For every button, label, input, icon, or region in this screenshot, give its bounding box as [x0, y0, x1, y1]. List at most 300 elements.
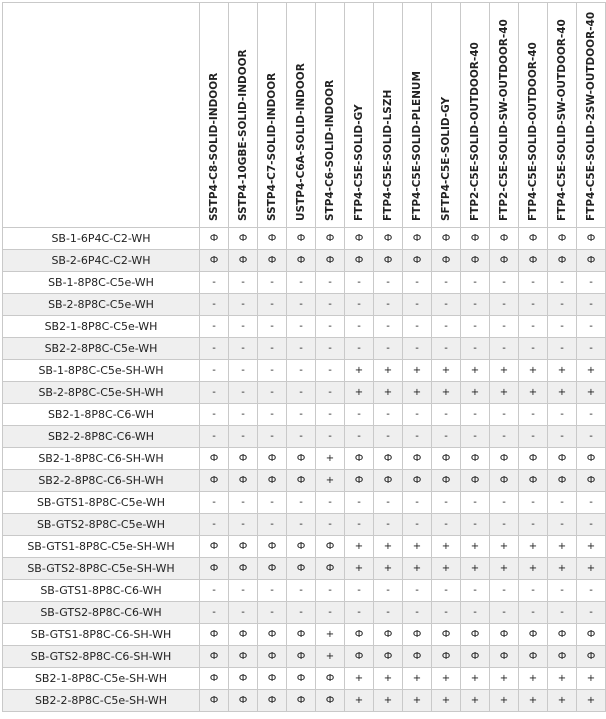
compatibility-cell: -	[200, 294, 229, 316]
compatibility-cell: -	[403, 492, 432, 514]
compatibility-cell: Ф	[316, 668, 345, 690]
table-row	[3, 250, 606, 272]
compatibility-cell: -	[548, 404, 577, 426]
compatibility-cell: Ф	[229, 228, 258, 250]
compatibility-cell: -	[258, 580, 287, 602]
compatibility-cell: +	[316, 646, 345, 668]
row-label: SB-GTS2-8P8C-C6-SH-WH	[3, 646, 200, 668]
table-row	[3, 646, 606, 668]
compatibility-cell: +	[316, 470, 345, 492]
compatibility-cell: -	[258, 382, 287, 404]
row-label: SB-2-6P4C-C2-WH	[3, 250, 200, 272]
compatibility-cell: -	[345, 338, 374, 360]
compatibility-cell: Ф	[258, 228, 287, 250]
compatibility-cell: -	[461, 514, 490, 536]
table-row	[3, 470, 606, 492]
compatibility-cell: -	[403, 426, 432, 448]
row-label: SB2-1-8P8C-C5e-WH	[3, 316, 200, 338]
compatibility-cell: -	[258, 272, 287, 294]
compatibility-cell: Ф	[258, 536, 287, 558]
row-label: SB-GTS1-8P8C-C5e-WH	[3, 492, 200, 514]
compatibility-cell: +	[432, 690, 461, 712]
compatibility-cell: Ф	[432, 250, 461, 272]
compatibility-cell: +	[577, 382, 606, 404]
compatibility-cell: -	[316, 316, 345, 338]
compatibility-cell: +	[432, 668, 461, 690]
row-label: SB-GTS1-8P8C-C6-SH-WH	[3, 624, 200, 646]
compatibility-cell: -	[432, 426, 461, 448]
compatibility-cell: -	[461, 602, 490, 624]
row-label: SB-2-8P8C-C5e-WH	[3, 294, 200, 316]
compatibility-cell: -	[461, 338, 490, 360]
compatibility-cell: +	[548, 668, 577, 690]
compatibility-cell: -	[461, 580, 490, 602]
compatibility-cell: -	[548, 580, 577, 602]
compatibility-cell: +	[374, 536, 403, 558]
compatibility-cell: -	[229, 580, 258, 602]
compatibility-cell: Ф	[374, 624, 403, 646]
compatibility-cell: -	[461, 404, 490, 426]
compatibility-cell: -	[287, 272, 316, 294]
compatibility-cell: -	[461, 294, 490, 316]
column-header-label: FTP2-C5E-SOLID-OUTDOOR-40	[469, 42, 481, 221]
compatibility-cell: +	[548, 536, 577, 558]
compatibility-cell: Ф	[374, 470, 403, 492]
compatibility-cell: -	[403, 316, 432, 338]
column-header-label: SFTP4-C5E-SOLID-GY	[440, 96, 452, 221]
table-row	[3, 360, 606, 382]
compatibility-cell: -	[519, 338, 548, 360]
compatibility-cell: -	[519, 426, 548, 448]
compatibility-cell: -	[258, 602, 287, 624]
compatibility-cell: +	[577, 536, 606, 558]
compatibility-cell: Ф	[403, 228, 432, 250]
compatibility-cell: Ф	[461, 624, 490, 646]
row-label: SB-2-8P8C-C5e-SH-WH	[3, 382, 200, 404]
compatibility-cell: -	[461, 272, 490, 294]
compatibility-cell: Ф	[519, 624, 548, 646]
compatibility-cell: Ф	[548, 646, 577, 668]
compatibility-cell: -	[519, 602, 548, 624]
table-row	[3, 426, 606, 448]
compatibility-cell: -	[316, 404, 345, 426]
compatibility-cell: Ф	[403, 624, 432, 646]
compatibility-cell: -	[229, 294, 258, 316]
compatibility-cell: Ф	[432, 228, 461, 250]
table-row	[3, 602, 606, 624]
compatibility-cell: -	[432, 580, 461, 602]
compatibility-cell: Ф	[490, 228, 519, 250]
compatibility-cell: -	[345, 580, 374, 602]
column-header-label: FTP4-C5E-SOLID-2SW-OUTDOOR-40	[585, 11, 597, 221]
compatibility-cell: -	[287, 404, 316, 426]
compatibility-cell: Ф	[200, 250, 229, 272]
compatibility-cell: -	[316, 426, 345, 448]
compatibility-cell: -	[461, 426, 490, 448]
compatibility-cell: -	[403, 338, 432, 360]
compatibility-cell: +	[374, 690, 403, 712]
row-label: SB-1-8P8C-C5e-WH	[3, 272, 200, 294]
compatibility-cell: +	[461, 536, 490, 558]
compatibility-cell: +	[345, 558, 374, 580]
compatibility-cell: Ф	[200, 228, 229, 250]
compatibility-cell: Ф	[403, 448, 432, 470]
compatibility-cell: +	[461, 558, 490, 580]
table-header	[3, 3, 606, 228]
compatibility-cell: Ф	[490, 646, 519, 668]
compatibility-cell: Ф	[287, 228, 316, 250]
compatibility-cell: -	[519, 316, 548, 338]
compatibility-cell: -	[374, 514, 403, 536]
compatibility-cell: Ф	[229, 690, 258, 712]
table-row	[3, 294, 606, 316]
compatibility-cell: Ф	[490, 448, 519, 470]
compatibility-cell: Ф	[548, 624, 577, 646]
row-label: SB2-2-8P8C-C5e-WH	[3, 338, 200, 360]
compatibility-cell: Ф	[403, 470, 432, 492]
row-label: SB-GTS2-8P8C-C5e-WH	[3, 514, 200, 536]
compatibility-cell: -	[258, 492, 287, 514]
compatibility-cell: Ф	[287, 250, 316, 272]
compatibility-cell: Ф	[258, 646, 287, 668]
compatibility-cell: Ф	[577, 470, 606, 492]
compatibility-cell: -	[287, 492, 316, 514]
compatibility-cell: -	[490, 492, 519, 514]
table-row	[3, 492, 606, 514]
compatibility-cell: Ф	[374, 228, 403, 250]
compatibility-cell: -	[200, 426, 229, 448]
compatibility-cell: -	[287, 580, 316, 602]
row-label: SB-GTS1-8P8C-C6-WH	[3, 580, 200, 602]
compatibility-cell: -	[345, 316, 374, 338]
compatibility-cell: Ф	[345, 624, 374, 646]
compatibility-cell: +	[374, 558, 403, 580]
compatibility-cell: -	[374, 272, 403, 294]
table-row	[3, 272, 606, 294]
compatibility-cell: +	[461, 360, 490, 382]
compatibility-cell: Ф	[432, 646, 461, 668]
column-header	[490, 3, 519, 228]
compatibility-cell: -	[490, 316, 519, 338]
compatibility-cell: Ф	[345, 228, 374, 250]
row-label: SB2-1-8P8C-C5e-SH-WH	[3, 668, 200, 690]
compatibility-cell: -	[519, 272, 548, 294]
row-label: SB2-1-8P8C-C6-SH-WH	[3, 448, 200, 470]
compatibility-cell: -	[548, 602, 577, 624]
compatibility-cell: +	[490, 668, 519, 690]
table-row	[3, 580, 606, 602]
compatibility-cell: -	[519, 404, 548, 426]
compatibility-cell: -	[287, 360, 316, 382]
compatibility-cell: +	[461, 382, 490, 404]
compatibility-cell: Ф	[519, 646, 548, 668]
compatibility-cell: Ф	[287, 624, 316, 646]
compatibility-cell: -	[577, 294, 606, 316]
compatibility-cell: +	[519, 668, 548, 690]
compatibility-cell: Ф	[345, 470, 374, 492]
compatibility-cell: +	[432, 558, 461, 580]
compatibility-cell: -	[374, 580, 403, 602]
compatibility-cell: -	[345, 514, 374, 536]
table-row	[3, 382, 606, 404]
compatibility-cell: -	[258, 360, 287, 382]
compatibility-cell: -	[229, 316, 258, 338]
compatibility-cell: -	[374, 602, 403, 624]
compatibility-cell: -	[403, 272, 432, 294]
compatibility-cell: -	[490, 338, 519, 360]
compatibility-cell: +	[519, 558, 548, 580]
row-label: SB-GTS1-8P8C-C5e-SH-WH	[3, 536, 200, 558]
compatibility-cell: -	[490, 580, 519, 602]
compatibility-cell: Ф	[432, 448, 461, 470]
compatibility-cell: -	[258, 294, 287, 316]
compatibility-cell: -	[432, 272, 461, 294]
compatibility-cell: -	[229, 602, 258, 624]
compatibility-cell: -	[229, 492, 258, 514]
column-header	[403, 3, 432, 228]
compatibility-cell: -	[548, 426, 577, 448]
compatibility-cell: -	[577, 492, 606, 514]
compatibility-cell: -	[287, 602, 316, 624]
compatibility-cell: Ф	[461, 470, 490, 492]
compatibility-cell: Ф	[432, 470, 461, 492]
compatibility-cell: +	[577, 558, 606, 580]
compatibility-cell: -	[258, 404, 287, 426]
row-label: SB2-2-8P8C-C5e-SH-WH	[3, 690, 200, 712]
compatibility-cell: -	[345, 492, 374, 514]
compatibility-cell: +	[403, 690, 432, 712]
column-header	[200, 3, 229, 228]
compatibility-cell: Ф	[490, 250, 519, 272]
compatibility-cell: Ф	[229, 558, 258, 580]
compatibility-cell: Ф	[519, 228, 548, 250]
compatibility-cell: -	[200, 360, 229, 382]
compatibility-cell: +	[490, 360, 519, 382]
row-label: SB-GTS2-8P8C-C6-WH	[3, 602, 200, 624]
compatibility-cell: Ф	[287, 558, 316, 580]
table-row	[3, 668, 606, 690]
row-label: SB2-1-8P8C-C6-WH	[3, 404, 200, 426]
row-label: SB-1-6P4C-C2-WH	[3, 228, 200, 250]
compatibility-cell: Ф	[258, 250, 287, 272]
compatibility-cell: Ф	[229, 624, 258, 646]
compatibility-cell: -	[229, 426, 258, 448]
compatibility-cell: Ф	[200, 690, 229, 712]
compatibility-cell: +	[316, 624, 345, 646]
column-header	[432, 3, 461, 228]
compatibility-cell: -	[258, 316, 287, 338]
compatibility-cell: -	[374, 316, 403, 338]
compatibility-cell: Ф	[316, 250, 345, 272]
compatibility-cell: Ф	[200, 624, 229, 646]
column-header-label: SSTP4-C7-SOLID-INDOOR	[266, 72, 278, 221]
compatibility-cell: -	[577, 338, 606, 360]
compatibility-cell: Ф	[287, 668, 316, 690]
row-label: SB2-2-8P8C-C6-WH	[3, 426, 200, 448]
header-row	[3, 3, 606, 228]
compatibility-cell: -	[229, 514, 258, 536]
compatibility-cell: Ф	[258, 470, 287, 492]
compatibility-cell: Ф	[316, 690, 345, 712]
compatibility-cell: -	[548, 294, 577, 316]
compatibility-cell: -	[258, 514, 287, 536]
compatibility-cell: Ф	[287, 470, 316, 492]
compatibility-cell: Ф	[345, 646, 374, 668]
compatibility-cell: -	[403, 602, 432, 624]
compatibility-cell: -	[287, 294, 316, 316]
compatibility-cell: -	[577, 514, 606, 536]
compatibility-cell: -	[287, 426, 316, 448]
header-corner-cell	[3, 3, 200, 228]
compatibility-cell: -	[229, 404, 258, 426]
compatibility-cell: -	[374, 338, 403, 360]
compatibility-cell: Ф	[287, 646, 316, 668]
compatibility-cell: +	[316, 448, 345, 470]
compatibility-cell: -	[287, 316, 316, 338]
column-header	[374, 3, 403, 228]
compatibility-cell: -	[490, 294, 519, 316]
compatibility-cell: -	[258, 426, 287, 448]
column-header-label: FTP4-C5E-SOLID-LSZH	[382, 89, 394, 221]
compatibility-cell: Ф	[432, 624, 461, 646]
table-row	[3, 624, 606, 646]
compatibility-cell: -	[432, 514, 461, 536]
compatibility-cell: -	[461, 492, 490, 514]
column-header-label: FTP4-C5E-SOLID-GY	[353, 104, 365, 221]
compatibility-cell: Ф	[258, 668, 287, 690]
compatibility-cell: Ф	[548, 228, 577, 250]
table-row	[3, 316, 606, 338]
compatibility-cell: -	[287, 514, 316, 536]
compatibility-cell: Ф	[403, 250, 432, 272]
compatibility-cell: -	[577, 602, 606, 624]
column-header-label: USTP4-C6A-SOLID-INDOOR	[295, 63, 307, 221]
compatibility-cell: +	[374, 668, 403, 690]
compatibility-cell: -	[229, 272, 258, 294]
compatibility-cell: -	[403, 404, 432, 426]
table-row	[3, 690, 606, 712]
compatibility-cell: +	[519, 690, 548, 712]
compatibility-cell: -	[200, 382, 229, 404]
compatibility-cell: -	[432, 492, 461, 514]
compatibility-cell: -	[200, 316, 229, 338]
compatibility-cell: Ф	[577, 624, 606, 646]
compatibility-cell: +	[374, 382, 403, 404]
table-row	[3, 448, 606, 470]
compatibility-cell: Ф	[577, 228, 606, 250]
compatibility-cell: Ф	[519, 470, 548, 492]
compatibility-cell: Ф	[200, 536, 229, 558]
table-body	[3, 228, 606, 712]
compatibility-cell: Ф	[490, 470, 519, 492]
compatibility-cell: -	[519, 492, 548, 514]
compatibility-cell: -	[316, 360, 345, 382]
compatibility-cell: +	[345, 382, 374, 404]
compatibility-cell: -	[229, 338, 258, 360]
compatibility-cell: Ф	[577, 448, 606, 470]
row-label: SB-GTS2-8P8C-C5e-SH-WH	[3, 558, 200, 580]
column-header-label: FTP4-C5E-SOLID-PLENUM	[411, 71, 423, 221]
compatibility-cell: +	[519, 536, 548, 558]
compatibility-cell: Ф	[461, 228, 490, 250]
compatibility-cell: +	[374, 360, 403, 382]
row-label: SB2-2-8P8C-C6-SH-WH	[3, 470, 200, 492]
compatibility-cell: +	[577, 360, 606, 382]
compatibility-cell: -	[316, 338, 345, 360]
compatibility-cell: Ф	[258, 624, 287, 646]
compatibility-cell: -	[577, 316, 606, 338]
column-header-label: FTP4-C5E-SOLID-OUTDOOR-40	[527, 42, 539, 221]
compatibility-cell: Ф	[287, 536, 316, 558]
compatibility-cell: Ф	[519, 448, 548, 470]
row-label: SB-1-8P8C-C5e-SH-WH	[3, 360, 200, 382]
compatibility-cell: +	[432, 382, 461, 404]
compatibility-cell: Ф	[490, 624, 519, 646]
compatibility-cell: -	[432, 316, 461, 338]
compatibility-cell: +	[345, 536, 374, 558]
compatibility-cell: Ф	[287, 690, 316, 712]
compatibility-cell: -	[229, 360, 258, 382]
column-header	[461, 3, 490, 228]
compatibility-cell: Ф	[461, 646, 490, 668]
column-header	[258, 3, 287, 228]
compatibility-cell: -	[490, 602, 519, 624]
compatibility-cell: -	[403, 514, 432, 536]
compatibility-cell: Ф	[258, 448, 287, 470]
compatibility-cell: Ф	[200, 646, 229, 668]
compatibility-cell: Ф	[519, 250, 548, 272]
compatibility-cell: -	[200, 602, 229, 624]
compatibility-cell: Ф	[229, 448, 258, 470]
column-header	[548, 3, 577, 228]
compatibility-cell: +	[345, 668, 374, 690]
compatibility-cell: -	[345, 404, 374, 426]
compatibility-cell: -	[519, 294, 548, 316]
compatibility-cell: -	[548, 514, 577, 536]
compatibility-cell: -	[316, 382, 345, 404]
compatibility-cell: -	[287, 338, 316, 360]
table-row	[3, 536, 606, 558]
compatibility-cell: -	[200, 338, 229, 360]
compatibility-cell: +	[548, 690, 577, 712]
compatibility-cell: -	[229, 382, 258, 404]
compatibility-cell: +	[577, 690, 606, 712]
compatibility-cell: +	[577, 668, 606, 690]
compatibility-cell: +	[548, 382, 577, 404]
compatibility-cell: -	[316, 514, 345, 536]
compatibility-cell: Ф	[200, 668, 229, 690]
compatibility-cell: -	[548, 272, 577, 294]
table-row	[3, 228, 606, 250]
column-header	[577, 3, 606, 228]
table-row	[3, 514, 606, 536]
compatibility-cell: Ф	[258, 558, 287, 580]
compatibility-cell: +	[403, 382, 432, 404]
table-row	[3, 338, 606, 360]
compatibility-cell: Ф	[316, 536, 345, 558]
compatibility-cell: -	[374, 492, 403, 514]
compatibility-cell: Ф	[200, 470, 229, 492]
compatibility-cell: -	[432, 294, 461, 316]
compatibility-cell: +	[403, 360, 432, 382]
compatibility-cell: -	[374, 294, 403, 316]
compatibility-cell: Ф	[374, 250, 403, 272]
compatibility-cell: Ф	[316, 558, 345, 580]
compatibility-cell: -	[577, 272, 606, 294]
compatibility-cell: Ф	[200, 558, 229, 580]
compatibility-cell: Ф	[461, 250, 490, 272]
compatibility-cell: -	[316, 294, 345, 316]
